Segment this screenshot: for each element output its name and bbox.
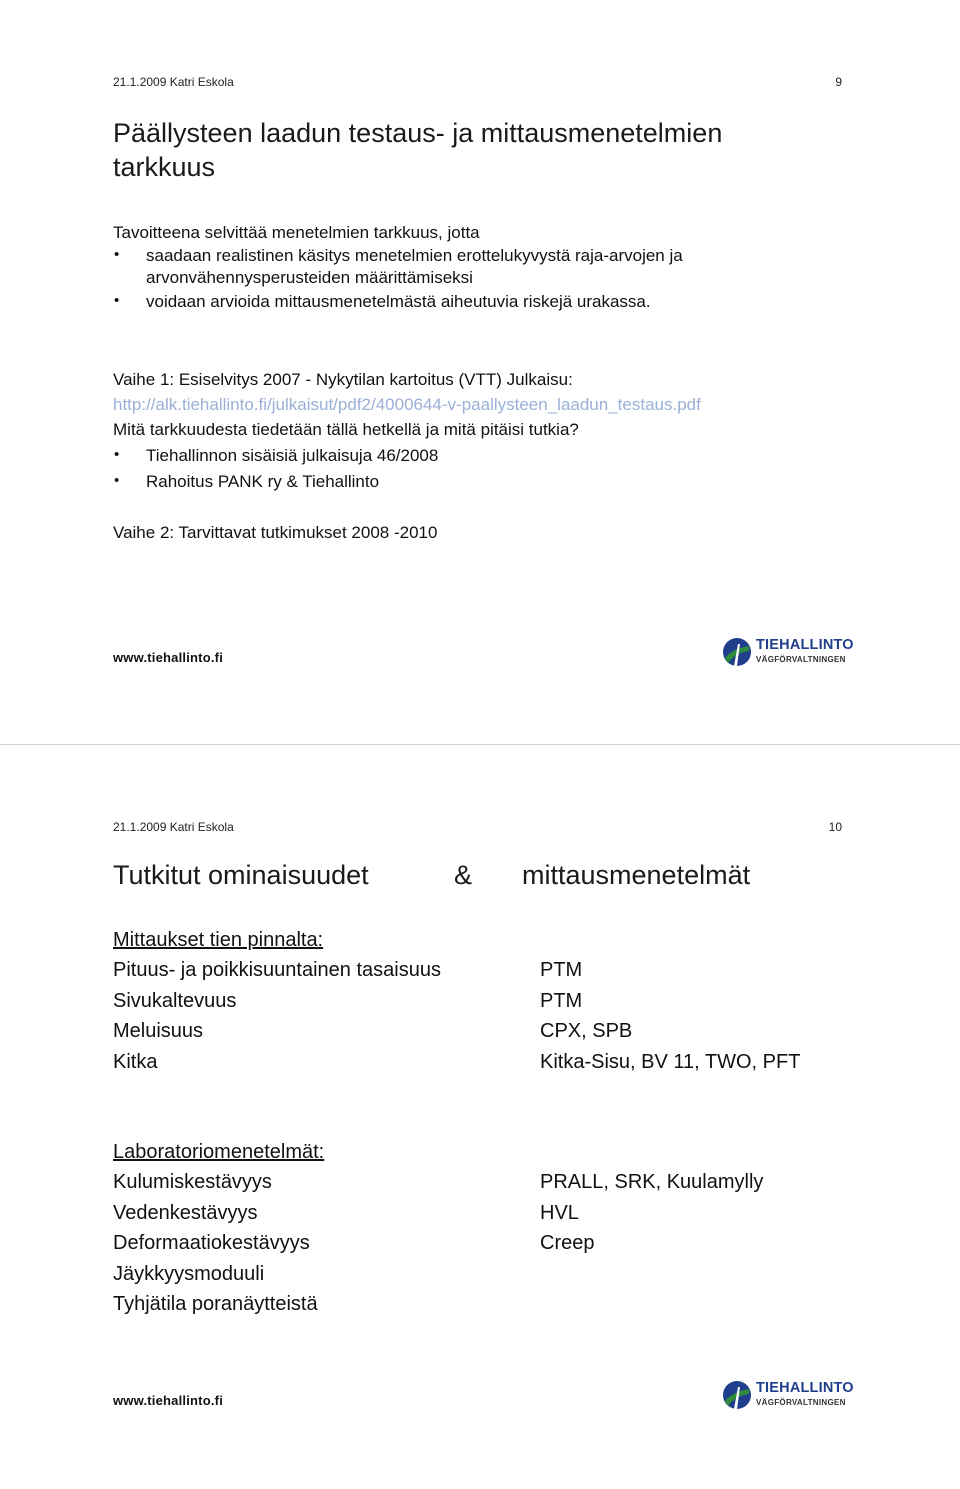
road-emblem-icon — [722, 636, 752, 668]
list-item: Pituus- ja poikkisuuntainen tasaisuus — [113, 959, 441, 982]
list-item: Vedenkestävyys — [113, 1201, 258, 1224]
bullet3-text: Tiehallinnon sisäisiä julkaisuja 46/2008 — [146, 446, 439, 465]
slide-title — [113, 116, 833, 184]
title-methods: mittausmenetelmät — [522, 860, 751, 890]
slide-9 — [0, 0, 960, 744]
list-item: Sivukaltevuus — [113, 989, 237, 1012]
bullet-icon: • — [114, 472, 120, 489]
lab-methods-column — [540, 1167, 763, 1258]
list-item: PRALL, SRK, Kuulamylly — [540, 1171, 764, 1194]
title-ampersand: & — [454, 860, 473, 890]
intro-text: Tavoitteena selvittää menetelmien tarkkuus, jotta — [113, 223, 480, 242]
list-item: Creep — [540, 1232, 595, 1255]
list-item: Kitka-Sisu, BV 11, TWO, PFT — [540, 1050, 801, 1073]
logo-name: TIEHALLINTO — [756, 1380, 854, 1396]
phase2-text: Vaihe 2: Tarvittavat tutkimukset 2008 -2010 — [113, 523, 438, 542]
list-item: Tyhjätila poranäytteistä — [113, 1292, 318, 1315]
slide-10 — [0, 745, 960, 1489]
footer-website: www.tiehallinto.fi — [113, 650, 224, 665]
logo-subtitle: VÄGFÖRVALTNINGEN — [756, 1398, 846, 1407]
list-item: PTM — [540, 959, 583, 982]
lab-properties-column — [113, 1137, 324, 1319]
question-text: Mitä tarkkuudesta tiedetään tällä hetkellä ja mitä pitäisi tutkia? — [113, 420, 579, 439]
list-item: Kitka — [113, 1050, 158, 1073]
lab-heading: Laboratoriomenetelmät: — [113, 1141, 325, 1163]
bullet-icon: • — [114, 292, 120, 309]
bullet1-line1: saadaan realistinen käsitys menetelmien erottelukyvystä raja-arvojen ja — [146, 246, 683, 265]
logo-subtitle: VÄGFÖRVALTNINGEN — [756, 655, 846, 664]
tiehallinto-logo — [722, 1379, 854, 1413]
slide-header: 21.1.2009 Katri Eskola — [113, 75, 234, 89]
list-item: CPX, SPB — [540, 1020, 633, 1043]
bullet2-text: voidaan arvioida mittausmenetelmästä aiheutuvia riskejä urakassa. — [146, 292, 651, 311]
bullet-icon: • — [114, 246, 120, 263]
tiehallinto-logo — [722, 636, 854, 670]
slide-title-line2: tarkkuus — [113, 152, 216, 182]
list-item: Kulumiskestävyys — [113, 1171, 272, 1194]
list-item: Jäykkyysmoduuli — [113, 1262, 265, 1285]
page-number: 10 — [828, 820, 842, 834]
page-number: 9 — [835, 75, 842, 89]
phase1-text: Vaihe 1: Esiselvitys 2007 - Nykytilan kartoitus (VTT) Julkaisu: — [113, 370, 573, 389]
list-item: Meluisuus — [113, 1020, 204, 1043]
bullet-icon: • — [114, 446, 120, 463]
publication-link[interactable]: http://alk.tiehallinto.fi/julkaisut/pdf2/4000644-v-paallysteen_laadun_testaus.pdf — [113, 395, 701, 414]
footer-website: www.tiehallinto.fi — [113, 1393, 224, 1408]
slide-header: 21.1.2009 Katri Eskola — [113, 820, 234, 834]
bullet4-text: Rahoitus PANK ry & Tiehallinto — [146, 472, 380, 491]
list-item: PTM — [540, 989, 583, 1012]
list-item: HVL — [540, 1201, 579, 1224]
list-item: Deformaatiokestävyys — [113, 1232, 310, 1255]
logo-name: TIEHALLINTO — [756, 637, 854, 653]
field-properties-column — [113, 925, 441, 1077]
field-methods-column — [540, 955, 800, 1077]
road-emblem-icon — [722, 1379, 752, 1411]
slide-title-line1: Päällysteen laadun testaus- ja mittausmenetelmien — [113, 118, 723, 148]
bullet1-line2: arvonvähennysperusteiden määrittämiseksi — [146, 268, 473, 287]
title-properties: Tutkitut ominaisuudet — [113, 860, 369, 890]
field-heading: Mittaukset tien pinnalta: — [113, 929, 324, 951]
